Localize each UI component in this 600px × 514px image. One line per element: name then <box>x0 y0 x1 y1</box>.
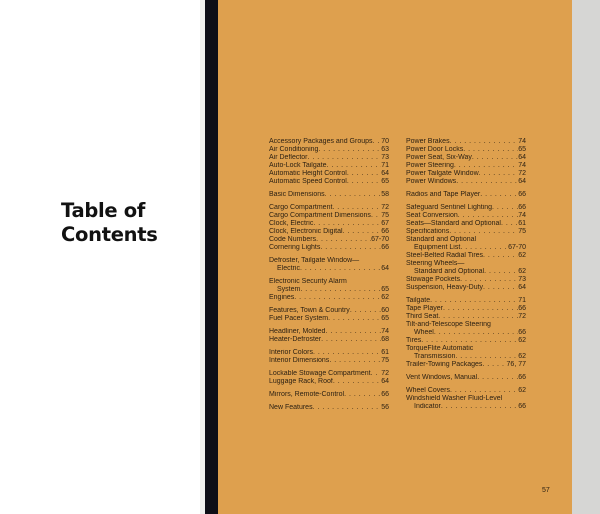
index-entry <box>269 315 389 323</box>
index-entry-text: Code Numbers <box>269 236 317 243</box>
left-page <box>0 0 200 514</box>
index-entry-text: Mirrors, Remote-Control <box>269 391 345 398</box>
index-entry-text: New Features <box>269 404 313 411</box>
dot-leader <box>484 268 518 276</box>
index-entry-text: System <box>277 286 301 293</box>
index-entry <box>269 391 389 399</box>
index-entry-page: 56 <box>381 404 389 411</box>
index-entry-text: Safeguard Sentinel Lighting <box>406 204 493 211</box>
index-entry-page: 70 <box>381 138 389 145</box>
dot-leader <box>477 374 518 382</box>
index-entry <box>269 370 389 378</box>
dot-leader <box>332 204 381 212</box>
index-entry-text: Cargo Compartment <box>269 204 333 211</box>
index-entry-page: 67 <box>381 220 389 227</box>
dot-leader <box>501 220 518 228</box>
page-edge <box>572 0 600 514</box>
dot-leader <box>443 305 518 313</box>
index-entry <box>406 252 526 260</box>
index-entry <box>406 353 526 361</box>
index-entry <box>406 374 526 382</box>
index-entry <box>269 336 389 344</box>
index-entry-page: 65 <box>381 286 389 293</box>
dot-leader <box>344 391 381 399</box>
dot-leader <box>321 336 381 344</box>
index-entry-page: 72 <box>381 370 389 377</box>
index-entry-text: Steering Wheels— <box>406 260 465 267</box>
index-entry-text: Trailer-Towing Packages <box>406 361 483 368</box>
index-entry-text: Air Deflector <box>269 154 308 161</box>
dot-leader <box>313 404 382 412</box>
index-entry <box>269 349 389 357</box>
dot-leader <box>313 220 381 228</box>
dot-leader <box>456 178 518 186</box>
index-entry-page: 62 <box>518 252 526 259</box>
index-entry <box>269 294 389 302</box>
dot-leader <box>434 329 518 337</box>
index-entry <box>269 244 389 252</box>
index-entry <box>269 404 389 412</box>
index-entry-text: Vent Windows, Manual <box>406 374 478 381</box>
index-entry-page: 64 <box>381 265 389 272</box>
dot-leader <box>458 212 518 220</box>
index-entry-text: Wheel <box>414 329 434 336</box>
index-entry-page: 64 <box>518 154 526 161</box>
index-entry-page: 66 <box>518 204 526 211</box>
index-entry <box>269 378 389 386</box>
dot-leader <box>430 297 518 305</box>
index-entry <box>269 236 389 244</box>
index-entry-page: 61 <box>381 349 389 356</box>
index-entry-page: 66 <box>381 391 389 398</box>
index-entry-page: 67-70 <box>371 236 389 243</box>
index-entry-page: 73 <box>518 276 526 283</box>
dot-leader <box>325 191 382 199</box>
index-entry-page: 66 <box>518 191 526 198</box>
index-entry-text: Standard and Optional <box>406 236 477 243</box>
index-entry-page: 74 <box>381 328 389 335</box>
index-entry-page: 66 <box>381 244 389 251</box>
spine-dark <box>205 0 218 514</box>
index-entry-text: Steel-Belted Radial Tires <box>406 252 484 259</box>
index-entry-text: Tape Player <box>406 305 443 312</box>
index-entry-page: 72 <box>518 170 526 177</box>
index-entry-page: 66 <box>518 329 526 336</box>
index-entry-page: 60 <box>381 307 389 314</box>
index-entry <box>406 244 526 252</box>
dot-leader <box>300 286 381 294</box>
dot-leader <box>343 228 382 236</box>
index-entry <box>406 236 526 244</box>
dot-leader <box>472 154 518 162</box>
index-entry-page: 62 <box>381 294 389 301</box>
index-entry-text: Seats—Standard and Optional <box>406 220 501 227</box>
index-entry-page: 62 <box>518 387 526 394</box>
index-entry-page: 65 <box>381 315 389 322</box>
index-entry-page: 74 <box>518 162 526 169</box>
index-entry-text: Power Door Locks <box>406 146 464 153</box>
index-entry-text: Power Windows <box>406 178 457 185</box>
index-entry-text: Clock, Electric <box>269 220 314 227</box>
dot-leader <box>460 244 508 252</box>
dot-leader <box>371 212 381 220</box>
index-entry-text: Stowage Pockets <box>406 276 461 283</box>
index-entry <box>269 265 389 273</box>
index-entry-page: 75 <box>518 228 526 235</box>
index-entry-text: Automatic Speed Control <box>269 178 347 185</box>
dot-leader <box>480 191 518 199</box>
index-entry <box>406 138 526 146</box>
index-entry-text: Tilt-and-Telescope Steering <box>406 321 491 328</box>
dot-leader <box>294 294 381 302</box>
index-entry-page: 71 <box>381 162 389 169</box>
dot-leader <box>483 284 518 292</box>
index-entry-page: 75 <box>381 357 389 364</box>
dot-leader <box>371 370 382 378</box>
index-entry-page: 62 <box>518 268 526 275</box>
index-entry-text: Electronic Security Alarm <box>269 278 347 285</box>
index-entry <box>406 228 526 236</box>
index-entry-text: Windshield Washer Fluid-Level <box>406 395 503 402</box>
index-entry-page: 62 <box>518 337 526 344</box>
index-entry-text: Auto-Lock Tailgate <box>269 162 327 169</box>
index-entry-page: 72 <box>518 313 526 320</box>
dot-leader <box>450 387 518 395</box>
dot-leader <box>455 353 518 361</box>
index-entry <box>406 154 526 162</box>
dot-leader <box>316 236 371 244</box>
index-entry-text: Cornering Lights <box>269 244 321 251</box>
index-entry-page: 66 <box>381 228 389 235</box>
index-entry <box>406 321 526 329</box>
index-entry <box>269 257 389 265</box>
index-entry-text: Air Conditioning <box>269 146 319 153</box>
dot-leader <box>479 170 519 178</box>
index-entry <box>269 170 389 178</box>
dot-leader <box>350 307 381 315</box>
index-entry <box>269 286 389 294</box>
index-entry-text: Transmission <box>414 353 456 360</box>
dot-leader <box>460 276 518 284</box>
dot-leader <box>450 138 519 146</box>
index-entry-text: Cargo Compartment Dimensions <box>269 212 371 219</box>
dot-leader <box>313 349 381 357</box>
dot-leader <box>347 178 381 186</box>
index-entry-text: Luggage Rack, Roof <box>269 378 333 385</box>
dot-leader <box>333 378 381 386</box>
index-entry-text: Clock, Electronic Digital <box>269 228 343 235</box>
index-entry <box>406 345 526 353</box>
index-entry-page: 58 <box>381 191 389 198</box>
index-entry-text: Suspension, Heavy-Duty <box>406 284 484 291</box>
index-entry <box>406 260 526 268</box>
dot-leader <box>454 162 518 170</box>
index-entry <box>406 178 526 186</box>
index-entry-page: 64 <box>518 284 526 291</box>
index-entry-text: Third Seat <box>406 313 439 320</box>
index-entry-text: Tires <box>406 337 422 344</box>
index-entry <box>269 278 389 286</box>
index-entry-text: Wheel Covers <box>406 387 450 394</box>
index-entry-page: 68 <box>381 336 389 343</box>
index-entry-text: Power Seat, Six-Way <box>406 154 472 161</box>
index-entry <box>269 212 389 220</box>
dot-leader <box>318 146 381 154</box>
index-entry-text: Automatic Height Control <box>269 170 347 177</box>
index-entry-page: 65 <box>381 178 389 185</box>
index-entry-page: 71 <box>518 297 526 304</box>
index-entry <box>269 328 389 336</box>
index-entry-text: Specifications <box>406 228 450 235</box>
index-entry-page: 73 <box>381 154 389 161</box>
index-entry-text: Indicator <box>414 403 441 410</box>
title-line-1: Table of <box>61 199 146 222</box>
index-column-2 <box>406 138 526 411</box>
index-entry-text: Equipment List <box>414 244 461 251</box>
index-entry-page: 61 <box>518 220 526 227</box>
index-entry <box>269 307 389 315</box>
index-entry-page: 66 <box>518 403 526 410</box>
index-entry-page: 66 <box>518 374 526 381</box>
dot-leader <box>329 357 381 365</box>
index-entry <box>406 337 526 345</box>
index-entry <box>269 191 389 199</box>
dot-leader <box>441 403 518 411</box>
index-entry-text: Defroster, Tailgate Window— <box>269 257 360 264</box>
index-entry-text: Standard and Optional <box>414 268 485 275</box>
index-entry-text: Power Steering <box>406 162 454 169</box>
index-entry <box>269 162 389 170</box>
index-entry <box>406 361 526 369</box>
dot-leader <box>438 313 518 321</box>
dot-leader <box>463 146 518 154</box>
index-entry-text: Features, Town & Country <box>269 307 350 314</box>
index-entry-text: Tailgate <box>406 297 431 304</box>
dot-leader <box>328 315 381 323</box>
index-entry <box>406 276 526 284</box>
index-entry <box>269 204 389 212</box>
index-entry-text: Electric <box>277 265 300 272</box>
index-entry <box>406 162 526 170</box>
index-entry-text: Radios and Tape Player <box>406 191 481 198</box>
index-entry <box>406 395 526 403</box>
index-entry <box>406 204 526 212</box>
index-entry-page: 74 <box>518 138 526 145</box>
page-title <box>61 199 158 247</box>
index-entry <box>406 329 526 337</box>
index-entry-text: Basic Dimensions <box>269 191 325 198</box>
index-entry <box>406 220 526 228</box>
index-entry-page: 75 <box>381 212 389 219</box>
index-entry <box>269 146 389 154</box>
dot-leader <box>482 361 506 369</box>
index-entry-page: 64 <box>381 170 389 177</box>
index-entry-text: Lockable Stowage Compartment <box>269 370 371 377</box>
dot-leader <box>373 138 382 146</box>
index-entry-text: Seat Conversion <box>406 212 458 219</box>
index-entry-text: Engines <box>269 294 295 301</box>
dot-leader <box>308 154 382 162</box>
dot-leader <box>421 337 518 345</box>
index-entry <box>269 178 389 186</box>
dot-leader <box>483 252 518 260</box>
index-entry <box>269 138 389 146</box>
index-entry <box>406 387 526 395</box>
index-entry <box>406 268 526 276</box>
index-entry <box>269 154 389 162</box>
index-entry-page: 76, 77 <box>506 361 526 368</box>
index-entry <box>269 228 389 236</box>
index-entry <box>269 357 389 365</box>
index-entry-page: 62 <box>518 353 526 360</box>
index-entry <box>406 170 526 178</box>
index-entry-text: Heater-Defroster <box>269 336 322 343</box>
index-entry <box>406 212 526 220</box>
index-entry-page: 67-70 <box>508 244 526 251</box>
index-entry-page: 64 <box>518 178 526 185</box>
index-entry-page: 72 <box>381 204 389 211</box>
title-line-2: Contents <box>61 223 158 246</box>
index-entry-page: 63 <box>381 146 389 153</box>
index-entry-text: Interior Colors <box>269 349 313 356</box>
index-entry <box>406 297 526 305</box>
index-entry-page: 66 <box>518 305 526 312</box>
index-entry-text: Accessory Packages and Groups <box>269 138 373 145</box>
index-entry <box>406 403 526 411</box>
dot-leader <box>300 265 381 273</box>
index-entry-text: Power Brakes <box>406 138 450 145</box>
index-entry-text: Interior Dimensions <box>269 357 330 364</box>
dot-leader <box>449 228 518 236</box>
index-entry <box>406 305 526 313</box>
index-entry <box>406 146 526 154</box>
index-entry-text: Fuel Pacer System <box>269 315 329 322</box>
index-column-1 <box>269 138 389 412</box>
index-entry-page: 64 <box>381 378 389 385</box>
index-entry <box>269 220 389 228</box>
index-entry-text: Headliner, Molded <box>269 328 326 335</box>
dot-leader <box>347 170 381 178</box>
page-number: 57 <box>542 487 550 494</box>
dot-leader <box>325 328 381 336</box>
dot-leader <box>320 244 381 252</box>
index-entry-page: 65 <box>518 146 526 153</box>
index-entry <box>406 284 526 292</box>
dot-leader <box>492 204 518 212</box>
index-entry <box>406 191 526 199</box>
dot-leader <box>326 162 381 170</box>
index-entry-text: TorqueFlite Automatic <box>406 345 474 352</box>
index-entry-text: Power Tailgate Window <box>406 170 479 177</box>
index-entry <box>406 313 526 321</box>
index-entry-page: 74 <box>518 212 526 219</box>
